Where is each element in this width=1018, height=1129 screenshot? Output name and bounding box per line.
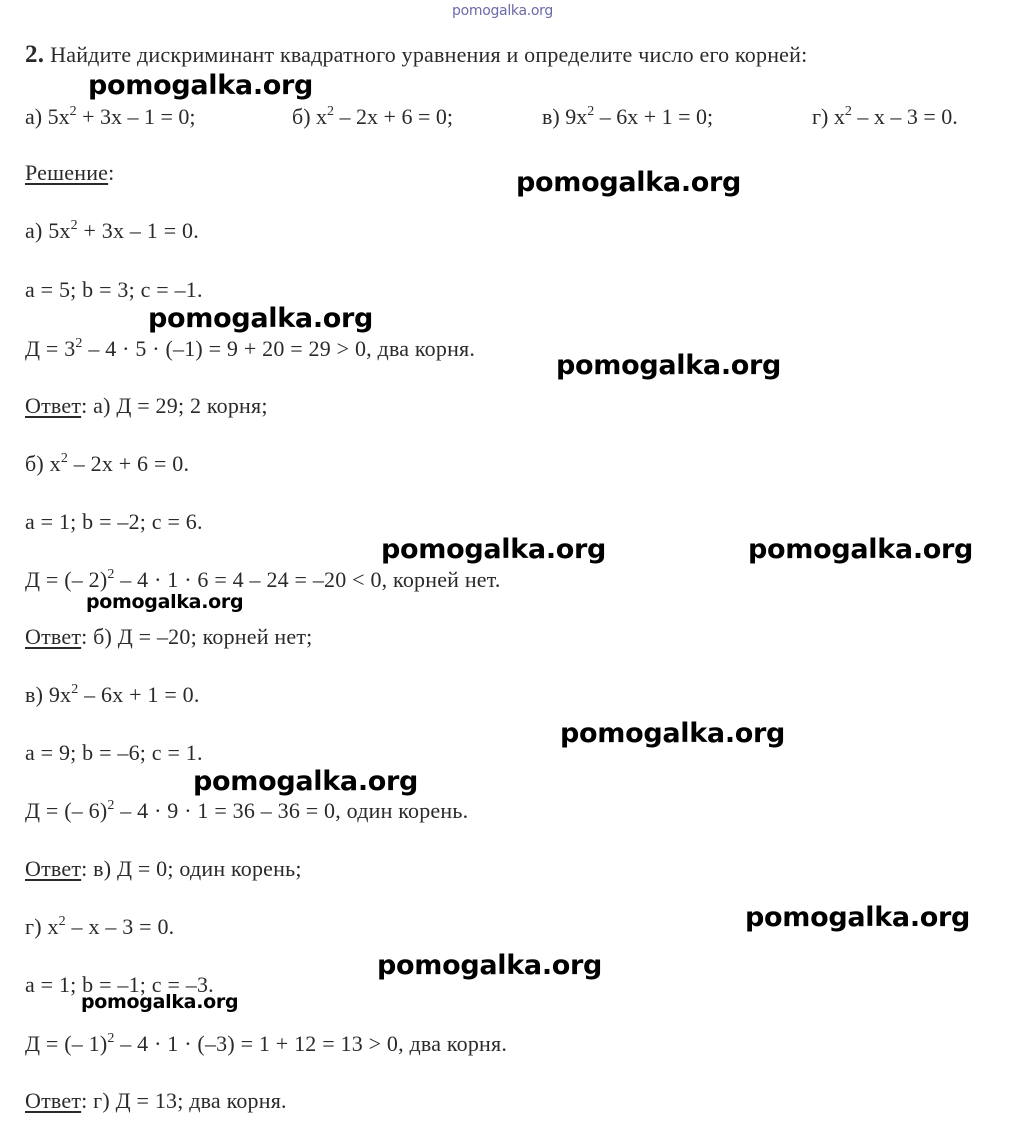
part-v-coefficients: a = 9; b = –6; c = 1. <box>25 740 203 765</box>
watermark: pomogalka.org <box>377 950 603 981</box>
watermark: pomogalka.org <box>745 902 971 933</box>
part-a-discriminant: $Д = 3^2 - 4 \cdot 5 \cdot (-1) = 9 + 20 = 29 > 0$, два корня. <box>25 336 476 361</box>
part-v-equation: в) $9x^2 - 6x + 1 = 0$. <box>25 682 200 707</box>
task-text: Найдите дискриминант квадратного уравнения и определите число его корней: <box>50 42 808 67</box>
task-number: 2. <box>25 41 45 68</box>
part-g-answer: Ответ: г) Д = 13; два корня. <box>25 1088 287 1113</box>
part-a-equation: а) $5x^2 + 3x - 1 = 0$. <box>25 218 199 243</box>
task-item-b: б) $x^2 - 2x + 6 = 0$; <box>292 104 453 129</box>
watermark: pomogalka.org <box>560 718 786 749</box>
part-b-equation: б) $x^2 - 2x + 6 = 0$. <box>25 451 190 476</box>
watermark: pomogalka.org <box>748 534 974 565</box>
solution-heading: Решение: <box>25 160 115 185</box>
watermark: pomogalka.org <box>81 991 239 1013</box>
part-g-coefficients: a = 1; b = –1; c = –3. <box>25 972 214 997</box>
part-v-discriminant: Д = (– 6)$^2$ – 4 · 9 · 1 = 36 – 36 = 0, один корень. <box>25 798 469 823</box>
task-item-v: в) $9x^2 - 6x + 1 = 0$; <box>542 104 714 129</box>
part-v-answer: Ответ: в) Д = 0; один корень; <box>25 856 302 881</box>
watermark: pomogalka.org <box>148 303 374 334</box>
watermark: pomogalka.org <box>88 70 314 101</box>
header-watermark: pomogalka.org <box>452 3 553 19</box>
part-g-equation: г) $x^2 - x - 3 = 0$. <box>25 914 175 939</box>
part-b-discriminant: Д = (– 2)$^2$ – 4 · 1 · 6 = 4 – 24 = –20 < 0, корней нет. <box>25 567 501 592</box>
part-a-answer: Ответ: а) Д = 29; 2 корня; <box>25 393 268 418</box>
task-statement <box>25 42 807 68</box>
part-a-coefficients: a = 5; b = 3; c = –1. <box>25 277 203 302</box>
watermark: pomogalka.org <box>516 167 742 198</box>
part-g-discriminant: Д = (– 1)$^2$ – 4 · 1 · (–3) = 1 + 12 = 13 > 0, два корня. <box>25 1031 508 1056</box>
watermark: pomogalka.org <box>556 350 782 381</box>
watermark: pomogalka.org <box>381 534 607 565</box>
task-item-g: г) $x^2 - x - 3 = 0$. <box>812 104 958 129</box>
part-b-coefficients: a = 1; b = –2; c = 6. <box>25 509 203 534</box>
watermark: pomogalka.org <box>86 591 244 613</box>
task-item-a: а) $5x^2 + 3x - 1 = 0$; <box>25 104 196 129</box>
part-b-answer: Ответ: б) Д = –20; корней нет; <box>25 624 313 649</box>
watermark: pomogalka.org <box>193 766 419 797</box>
